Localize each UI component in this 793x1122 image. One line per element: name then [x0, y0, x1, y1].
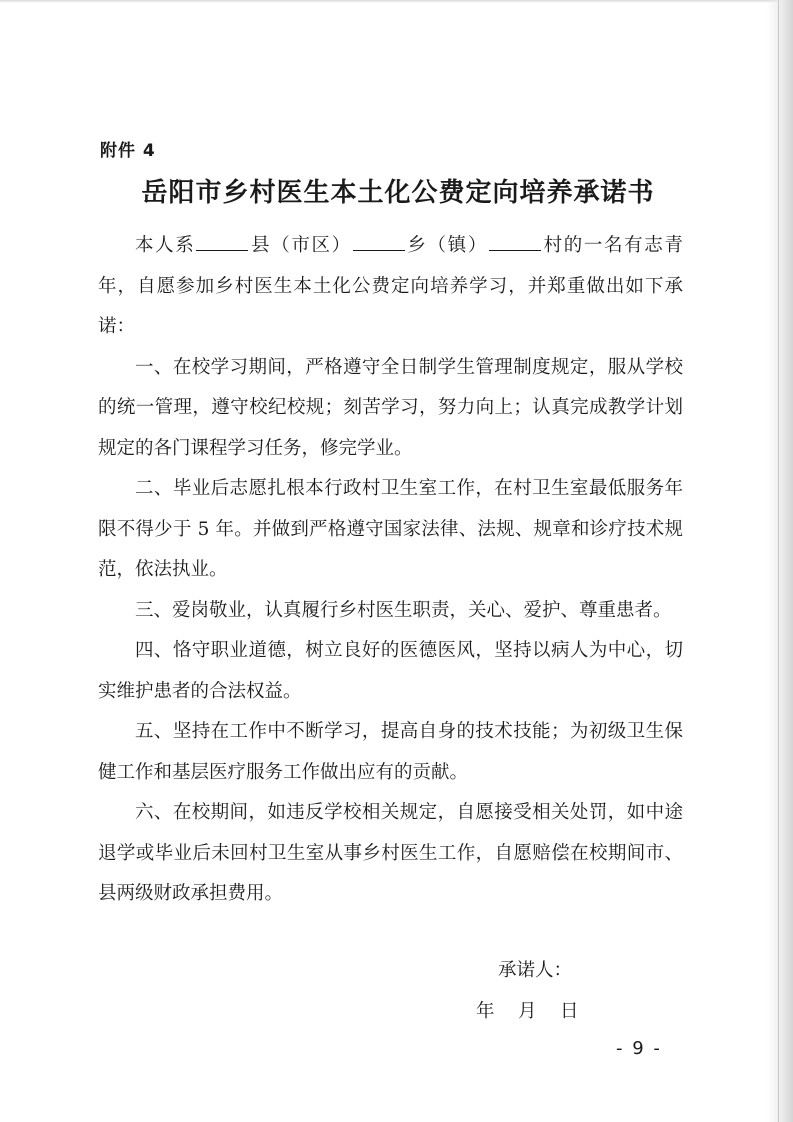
scan-line-right: [778, 0, 779, 1122]
intro-part-4: 村的一名有志青年，自愿参加乡村医生本土化公费定向培养学习，并郑重做出如下承诺：: [98, 235, 683, 337]
commitment-6: 六、在校期间，如违反学校相关规定，自愿接受相关处罚，如中途退学或毕业后未回村卫生室从事乡村医生工作，自愿赔偿在校期间市、县两级财政承担费用。: [98, 802, 683, 904]
scan-edge-top: [0, 0, 793, 3]
intro-part-3: 乡（镇）: [405, 235, 488, 256]
attachment-label: 附件 4: [100, 141, 156, 161]
intro-paragraph: [98, 226, 683, 348]
date-line: 年 月 日: [476, 1001, 579, 1022]
commitment-2: 二、毕业后志愿扎根本行政村卫生室工作，在村卫生室最低服务年限不得少于 5 年。并做到严格遵守国家法律、法规、规章和诊疗技术规范，依法执业。: [98, 478, 683, 580]
commitment-1: 一、在校学习期间，严格遵守全日制学生管理制度规定，服从学校的统一管理，遵守校纪校规；刻苦学习，努力向上；认真完成教学计划规定的各门课程学习任务，修完学业。: [98, 356, 683, 459]
commitment-5: 五、坚持在工作中不断学习，提高自身的技术技能；为初级卫生保健工作和基层医疗服务工作做出应有的贡献。: [98, 721, 683, 783]
county-blank: [196, 232, 248, 251]
village-blank: [489, 232, 541, 251]
document-title: 岳阳市乡村医生本土化公费定向培养承诺书: [141, 178, 655, 208]
document-body: [98, 226, 683, 915]
township-blank: [353, 232, 405, 251]
intro-part-2: 县（市区）: [249, 235, 352, 256]
commitment-4: 四、恪守职业道德，树立良好的医德医风，坚持以病人为中心，切实维护患者的合法权益。: [98, 640, 683, 702]
signature-label: 承诺人：: [498, 960, 573, 981]
page-number: - 9 -: [616, 1038, 662, 1059]
commitment-3: 三、爱岗敬业，认真履行乡村医生职责，关心、爱护、尊重患者。: [135, 599, 672, 621]
scan-edge-right: [767, 0, 793, 1122]
intro-part-1: 本人系: [135, 235, 196, 256]
